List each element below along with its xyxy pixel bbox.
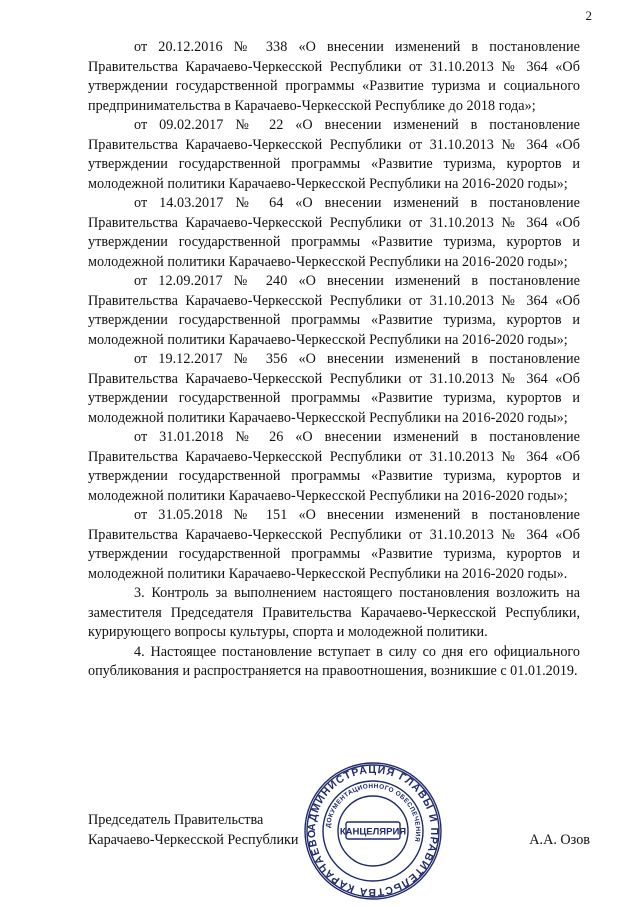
stamp-outer-text: АДМИНИСТРАЦИЯ ГЛАВЫ И ПРАВИТЕЛЬСТВА КАРАЧАЕВО bbox=[305, 763, 441, 899]
signatory-position-line-1: Председатель Правительства bbox=[88, 812, 264, 828]
stamp-inner-text: ДОКУМЕНТАЦИОННОГО ОБЕСПЕЧЕНИЯ bbox=[325, 782, 422, 843]
amendment-item-3: от 14.03.2017 № 64 «О внесении изменений в постановление Правительства Карачаево-Черкесской Республики от 31.10.2013 № 364 «Об утверждении государственной программы «Развитие туризма, курортов и молодежной политики Карачаево-Черкесской Республики на 2016-2020 годы»; bbox=[88, 195, 580, 270]
amendment-item-5: от 19.12.2017 № 356 «О внесении изменений в постановление Правительства Карачаево-Черкесской Республики от 31.10.2013 № 364 «Об утверждении государственной программы «Развитие туризма, курортов и молодежной политики Карачаево-Черкесской Республики на 2016-2020 годы»; bbox=[88, 351, 580, 426]
office-stamp bbox=[302, 760, 444, 902]
signatory-name: А.А. Озов bbox=[529, 832, 590, 848]
stamp-seal-graphic bbox=[302, 760, 444, 902]
amendment-item-2: от 09.02.2017 № 22 «О внесении изменений в постановление Правительства Карачаево-Черкесской Республики от 31.10.2013 № 364 «Об утверждении государственной программы «Развитие туризма, курортов и молодежной политики Карачаево-Черкесской Республики на 2016-2020 годы»; bbox=[88, 117, 580, 192]
page-number: 2 bbox=[585, 8, 592, 23]
amendment-item-1: от 20.12.2016 № 338 «О внесении изменений в постановление Правительства Карачаево-Черкесской Республики от 31.10.2013 № 364 «Об утверждении государственной программы «Развитие туризма и социального предпринимательства в Карачаево-Черкесской Республике до 2018 года»; bbox=[88, 39, 580, 114]
stamp-center-text: КАНЦЕЛЯРИЯ bbox=[339, 826, 407, 838]
amendment-item-6: от 31.01.2018 № 26 «О внесении изменений в постановление Правительства Карачаево-Черкесской Республики от 31.10.2013 № 364 «Об утверждении государственной программы «Развитие туризма, курортов и молодежной политики Карачаево-Черкесской Республики на 2016-2020 годы»; bbox=[88, 429, 580, 504]
signatory-position-line-2: Карачаево-Черкесской Республики bbox=[88, 831, 299, 848]
document-body bbox=[88, 38, 580, 682]
clause-3: 3. Контроль за выполнением настоящего постановления возложить на заместителя Председателя Правительства Карачаево-Черкесской Республики, курирующего вопросы культуры, спорта и молодежной политики. bbox=[88, 585, 580, 640]
amendment-item-7: от 31.05.2018 № 151 «О внесении изменений в постановление Правительства Карачаево-Черкесской Республики от 31.10.2013 № 364 «Об утверждении государственной программы «Развитие туризма, курортов и молодежной политики Карачаево-Черкесской Республики на 2016-2020 годы». bbox=[88, 507, 580, 582]
signatory-position bbox=[88, 811, 299, 850]
clause-4: 4. Настоящее постановление вступает в силу со дня его официального опубликования и распространяется на правоотношения, возникшие с 01.01.2019. bbox=[88, 643, 580, 679]
amendment-item-4: от 12.09.2017 № 240 «О внесении изменений в постановление Правительства Карачаево-Черкесской Республики от 31.10.2013 № 364 «Об утверждении государственной программы «Развитие туризма, курортов и молодежной политики Карачаево-Черкесской Республики на 2016-2020 годы»; bbox=[88, 273, 580, 348]
